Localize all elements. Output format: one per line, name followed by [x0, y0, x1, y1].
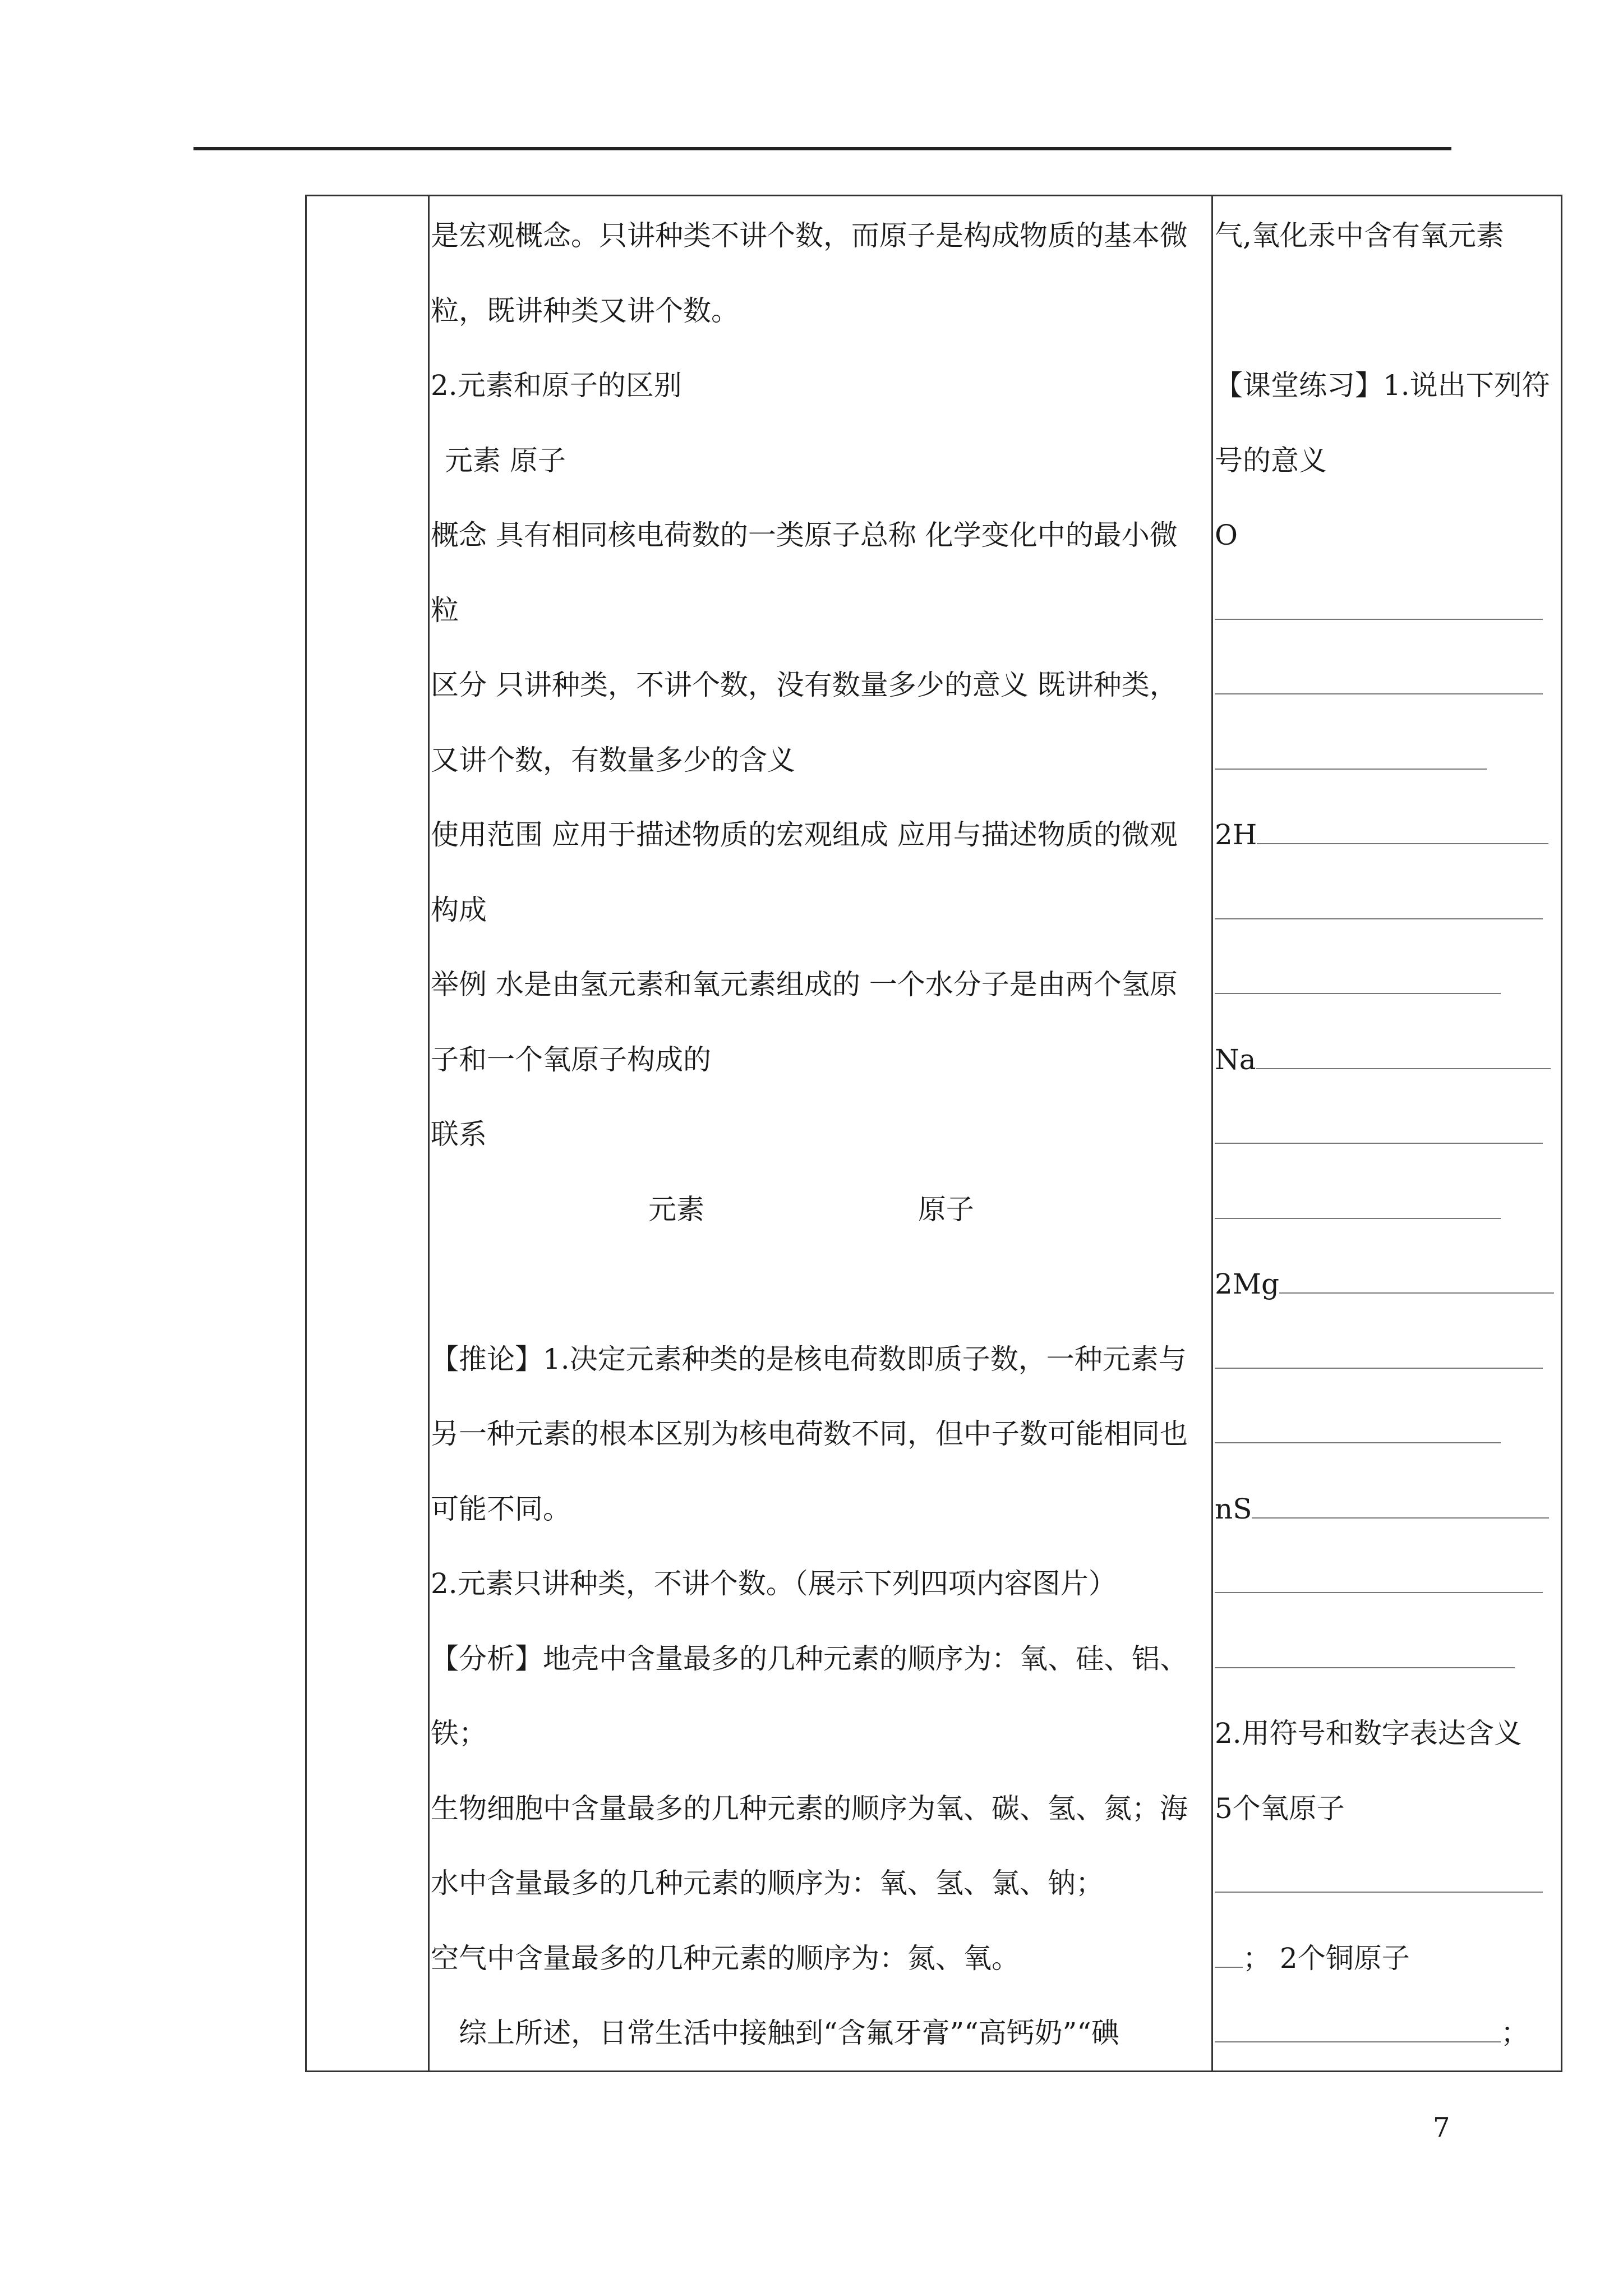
answer-line — [1215, 1631, 1551, 1706]
symbol-label: 2Mg — [1215, 1268, 1280, 1300]
answer-line — [1215, 657, 1551, 732]
symbol-label: O — [1215, 519, 1238, 551]
answer-line — [1215, 882, 1551, 957]
relation-left-label: 元素 — [648, 1193, 704, 1226]
text-line: 联系 — [431, 1118, 487, 1151]
answer-line — [1215, 732, 1551, 807]
text-line: 是宏观概念。只讲种类不讲个数，而原子是构成物质的基本微 — [431, 219, 1188, 252]
relation-row — [431, 1181, 1207, 1257]
answer-line — [1215, 1106, 1551, 1181]
text-line: 子和一个氧原子构成的 — [431, 1043, 711, 1076]
column-divider-right — [1211, 195, 1213, 2072]
symbol-row — [1215, 1256, 1551, 1331]
text-line: 2.元素和原子的区别 — [431, 369, 682, 402]
text-line: 元素 原子 — [445, 444, 566, 477]
text-line: 粒 — [431, 593, 459, 627]
answer-blank[interactable] — [1215, 1116, 1543, 1144]
answer-line — [1215, 1181, 1551, 1257]
blank-line — [431, 1256, 1207, 1331]
answer-blank[interactable] — [1279, 1266, 1554, 1294]
punctuation: ； — [1501, 2017, 1529, 2049]
content-column — [431, 208, 1207, 2080]
symbol-row — [1215, 1032, 1551, 1107]
question-item: 5个氧原子 — [1215, 1792, 1345, 1825]
text-line: 空气中含量最多的几种元素的顺序为：氮、氧。 — [431, 1941, 1020, 1975]
answer-blank[interactable] — [1215, 1415, 1501, 1443]
answer-line — [1215, 956, 1551, 1032]
answer-blank[interactable] — [1215, 1565, 1543, 1593]
question-title: 2.用符号和数字表达含义 — [1215, 1717, 1522, 1750]
exercise-title-cont: 号的意义 — [1215, 444, 1327, 477]
answer-line — [1215, 582, 1551, 657]
answer-blank[interactable] — [1215, 742, 1487, 770]
text-line: 【推论】1.决定元素种类的是核电荷数即质子数，一种元素与 — [431, 1342, 1187, 1375]
symbol-row — [1215, 1481, 1551, 1556]
answer-blank[interactable] — [1257, 816, 1548, 844]
text-line: 概念 具有相同核电荷数的一类原子总称 化学变化中的最小微 — [431, 519, 1178, 551]
text-line: 可能不同。 — [431, 1492, 571, 1525]
symbol-row — [1215, 807, 1551, 882]
answer-blank[interactable] — [1215, 1640, 1515, 1668]
answer-line — [1215, 1331, 1551, 1406]
column-divider-left — [428, 195, 430, 2072]
text-line: 2.元素只讲种类，不讲个数。（展示下列四项内容图片） — [431, 1567, 1117, 1600]
answer-blank[interactable] — [1215, 592, 1543, 620]
blank-line — [1215, 283, 1551, 358]
text-line: 举例 水是由氢元素和氧元素组成的 一个水分子是由两个氢原 — [431, 968, 1178, 1001]
answer-blank[interactable] — [1215, 891, 1543, 919]
answer-blank[interactable] — [1215, 2014, 1501, 2042]
answer-blank[interactable] — [1215, 1341, 1543, 1369]
header-rule — [193, 147, 1451, 150]
exercise-title: 【课堂练习】1.说出下列符 — [1215, 369, 1550, 402]
text-line: 构成 — [431, 893, 487, 926]
answer-blank[interactable] — [1215, 1940, 1243, 1968]
text-line: 又讲个数，有数量多少的含义 — [431, 743, 795, 776]
answer-blank[interactable] — [1215, 1191, 1501, 1219]
text-line: 综上所述，日常生活中接触到“含氟牙膏”“高钙奶”“碘 — [459, 2017, 1119, 2049]
text-line: 生物细胞中含量最多的几种元素的顺序为氧、碳、氢、氮；海 — [431, 1792, 1188, 1825]
text-line: 【分析】地壳中含量最多的几种元素的顺序为：氧、硅、铝、 — [431, 1642, 1188, 1675]
answer-line — [1215, 2005, 1551, 2080]
text-line: 粒，既讲种类又讲个数。 — [431, 294, 739, 327]
question-item: ； 2个铜原子 — [1243, 1941, 1410, 1975]
text-line: 水中含量最多的几种元素的顺序为：氧、氢、氯、钠； — [431, 1867, 1104, 1899]
answer-blank[interactable] — [1252, 1490, 1549, 1519]
symbol-row — [1215, 507, 1551, 582]
answer-blank[interactable] — [1215, 666, 1543, 694]
text-line: 气,氧化汞中含有氧元素 — [1215, 219, 1504, 252]
exercise-column — [1215, 208, 1551, 2080]
relation-right-label: 原子 — [917, 1193, 974, 1226]
answer-line — [1215, 1406, 1551, 1481]
answer-line — [1215, 1556, 1551, 1631]
answer-blank[interactable] — [1215, 966, 1501, 994]
symbol-label: nS — [1215, 1492, 1252, 1525]
page-number: 7 — [1433, 2112, 1450, 2143]
symbol-label: Na — [1215, 1043, 1256, 1076]
text-line: 使用范围 应用于描述物质的宏观组成 应用与描述物质的微观 — [431, 818, 1178, 851]
answer-blank[interactable] — [1256, 1041, 1551, 1069]
text-line: 另一种元素的根本区别为核电荷数不同，但中子数可能相同也 — [431, 1418, 1188, 1450]
text-line: 铁； — [431, 1717, 487, 1750]
symbol-label: 2H — [1215, 818, 1257, 851]
question-item-row — [1215, 1930, 1551, 2005]
answer-line — [1215, 1855, 1551, 1930]
text-line: 区分 只讲种类，不讲个数，没有数量多少的意义 既讲种类， — [431, 669, 1178, 701]
answer-blank[interactable] — [1215, 1865, 1543, 1893]
